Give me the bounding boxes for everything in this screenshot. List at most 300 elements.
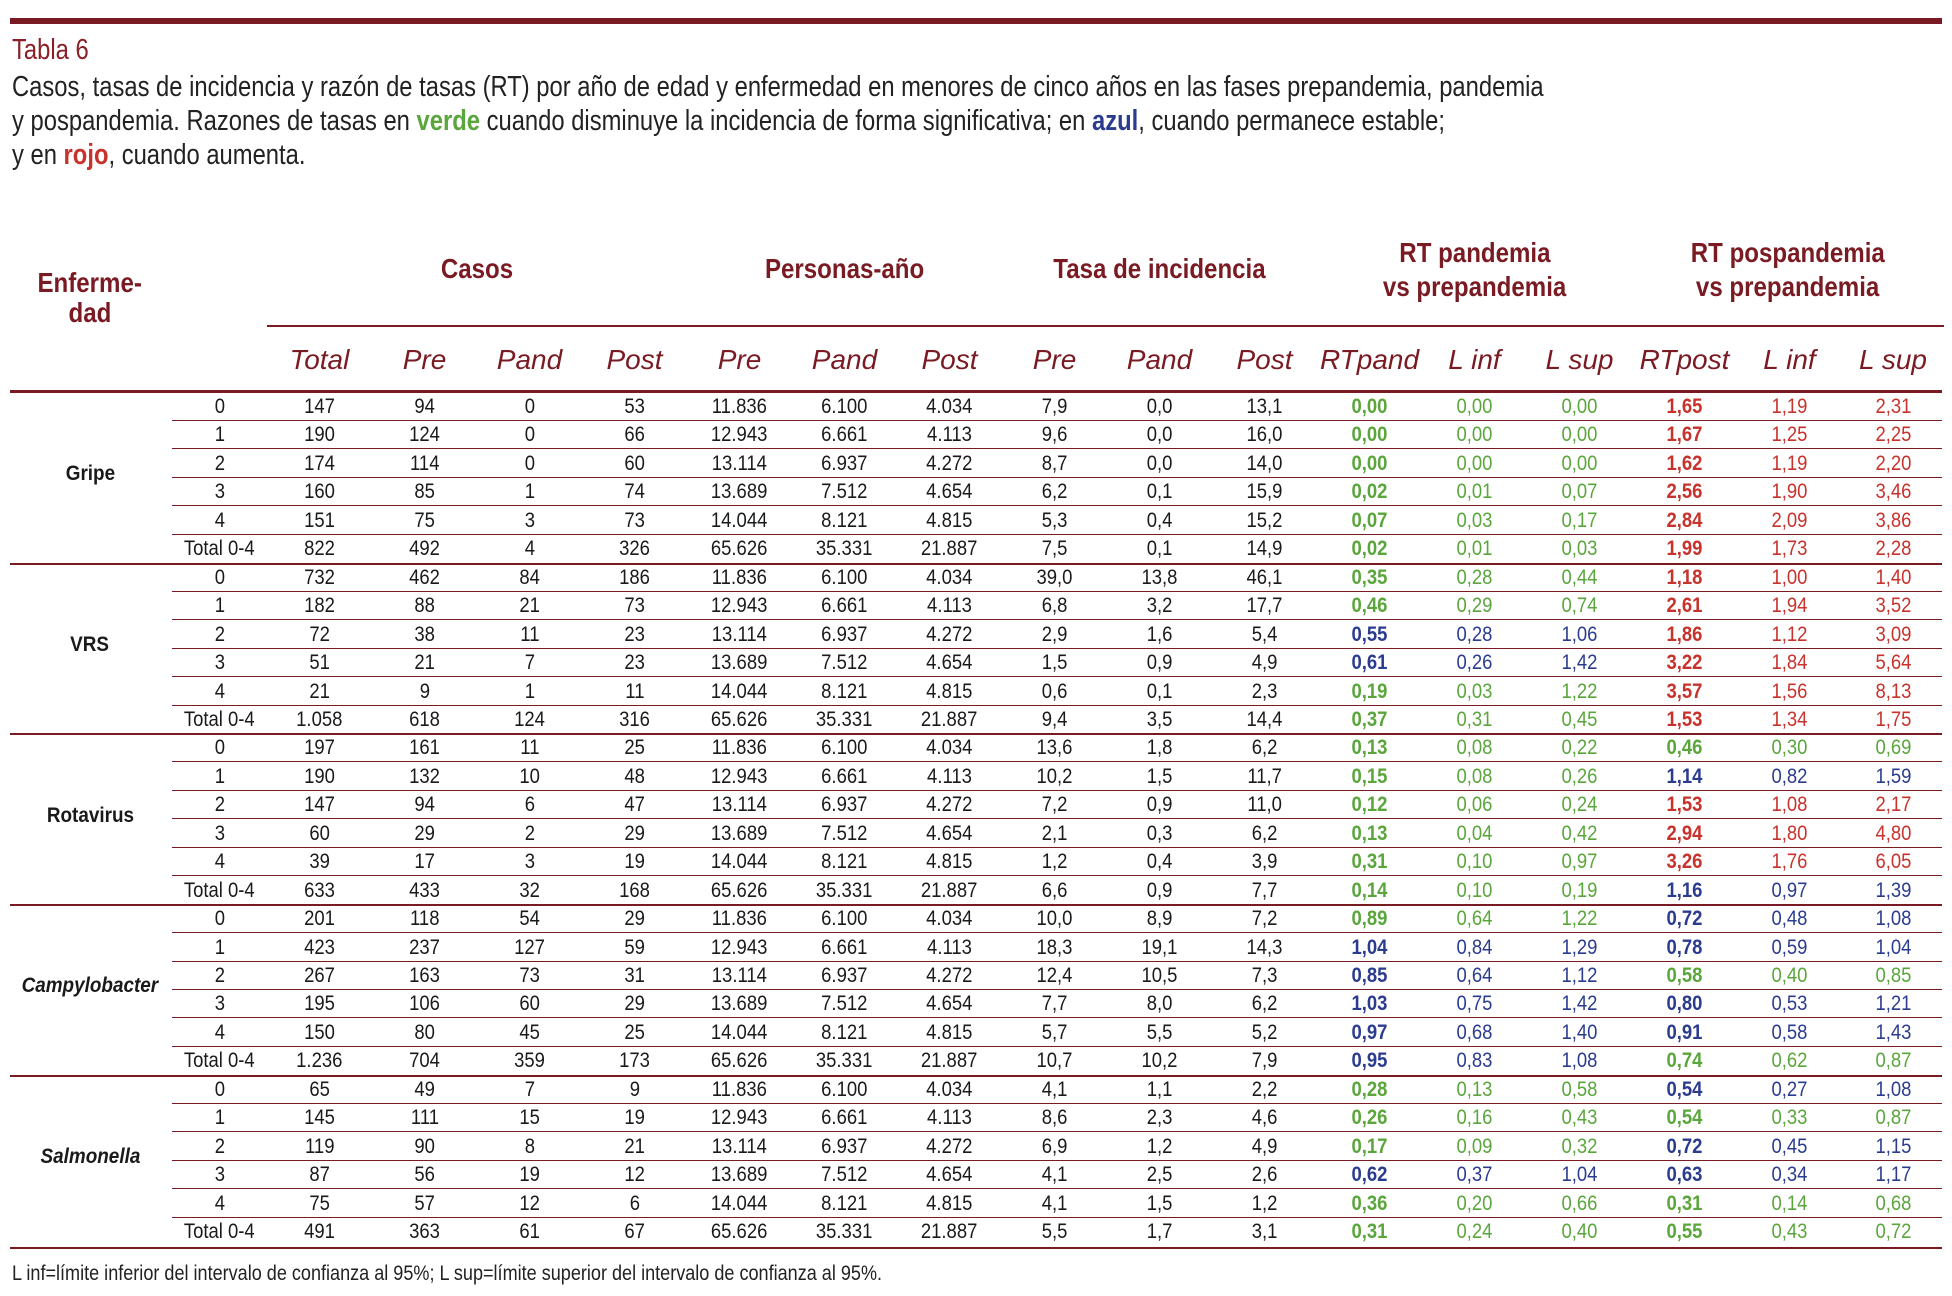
cell-tasa-pand: 1,2 (1146, 1134, 1173, 1158)
cell-tasa-post: 13,1 (1246, 395, 1283, 418)
cell-age: 3 (214, 480, 225, 504)
cell-rtpand: 1,04 (1351, 935, 1388, 959)
cell-rtpand: 0,89 (1351, 907, 1388, 931)
cell-tasa-pand: 1,5 (1146, 1191, 1173, 1215)
subheader-rtpost: RTpost (1639, 344, 1730, 375)
subheader-casos-post: Post (606, 344, 663, 375)
cell-rtpand-lsup: 0,00 (1561, 395, 1598, 418)
cell-tasa-pand: 0,1 (1146, 537, 1173, 561)
cell-tasa-post: 4,6 (1251, 1106, 1278, 1130)
cell-tasa-pand: 2,5 (1146, 1163, 1173, 1187)
cell-casos-post: 74 (624, 480, 645, 504)
cell-rtpand: 0,61 (1351, 651, 1388, 675)
table-row (0, 592, 1952, 620)
table-row (0, 734, 1952, 762)
cell-tasa-pand: 0,1 (1146, 480, 1173, 504)
cell-casos-pre: 124 (409, 423, 440, 447)
cell-rtpand-linf: 0,00 (1456, 423, 1493, 447)
cell-tasa-pre: 39,0 (1036, 565, 1073, 589)
cell-rtpost-lsup: 1,04 (1875, 935, 1911, 959)
cell-age: 3 (214, 651, 225, 675)
cell-tasa-pand: 0,9 (1146, 651, 1173, 675)
cell-casos-total: 151 (304, 508, 335, 532)
cell-pa-pand: 6.661 (821, 594, 868, 618)
cell-casos-total: 87 (309, 1163, 330, 1187)
table-row (0, 706, 1952, 734)
cell-pa-pand: 7.512 (821, 992, 868, 1016)
cell-rtpost-linf: 1,76 (1771, 850, 1808, 874)
cell-casos-pand: 21 (519, 594, 540, 618)
cell-casos-post: 47 (624, 793, 645, 817)
caption-blue-word: azul (1091, 105, 1139, 137)
cell-rtpand-lsup: 0,42 (1561, 821, 1598, 845)
cell-rtpost: 0,54 (1666, 1106, 1703, 1130)
cell-age: 1 (214, 594, 225, 618)
cell-pa-pre: 13.689 (711, 821, 768, 845)
subheader-rtpand-lsup: L sup (1545, 344, 1614, 375)
cell-casos-pand: 3 (524, 850, 535, 874)
cell-tasa-pand: 0,9 (1146, 878, 1173, 902)
cell-pa-pand: 6.100 (821, 395, 868, 418)
cell-rtpand-lsup: 0,24 (1561, 793, 1598, 817)
cell-rtpand-linf: 0,26 (1456, 651, 1493, 675)
cell-rtpost: 2,56 (1666, 480, 1703, 504)
cell-pa-post: 21.887 (921, 537, 978, 561)
cell-rtpand: 0,95 (1351, 1049, 1388, 1073)
cell-rtpand-lsup: 1,40 (1561, 1020, 1598, 1044)
cell-rtpost-lsup: 3,46 (1875, 480, 1911, 504)
cell-age: Total 0-4 (184, 1049, 255, 1073)
cell-rtpand-linf: 0,08 (1456, 736, 1493, 760)
cell-tasa-pre: 5,7 (1041, 1020, 1068, 1044)
cell-rtpost-lsup: 1,40 (1875, 565, 1911, 589)
cell-pa-pand: 6.661 (821, 423, 868, 447)
cell-age: 0 (214, 907, 225, 931)
cell-pa-pand: 35.331 (816, 707, 873, 731)
cell-casos-total: 72 (309, 622, 330, 646)
cell-casos-pre: 75 (414, 508, 435, 532)
cell-casos-total: 1.236 (296, 1049, 343, 1073)
cell-rtpost-linf: 1,19 (1771, 451, 1808, 475)
table-row (0, 1218, 1952, 1246)
disease-name: Salmonella (40, 1145, 140, 1169)
cell-pa-post: 4.113 (927, 423, 972, 447)
cell-casos-total: 160 (304, 480, 335, 504)
cell-tasa-pand: 8,9 (1146, 907, 1173, 931)
cell-rtpost: 0,63 (1666, 1163, 1703, 1187)
cell-rtpand-linf: 0,84 (1456, 935, 1493, 959)
cell-pa-pre: 13.689 (711, 992, 768, 1016)
cell-rtpost: 0,54 (1666, 1077, 1703, 1101)
cell-pa-post: 4.815 (926, 1020, 973, 1044)
cell-tasa-post: 6,2 (1251, 992, 1278, 1016)
cell-tasa-post: 4,9 (1251, 1134, 1278, 1158)
cell-casos-post: 173 (619, 1049, 650, 1073)
cell-tasa-pre: 7,5 (1041, 537, 1068, 561)
cell-casos-post: 21 (624, 1134, 645, 1158)
table-label: Tabla 6 (12, 34, 89, 66)
cell-pa-post: 4.113 (927, 1106, 972, 1130)
cell-rtpand: 0,31 (1351, 1220, 1388, 1244)
cell-tasa-pre: 1,5 (1041, 651, 1068, 675)
cell-tasa-pre: 6,8 (1041, 594, 1068, 618)
cell-rtpand-linf: 0,20 (1456, 1191, 1493, 1215)
cell-tasa-post: 3,9 (1251, 850, 1278, 874)
cell-casos-pre: 85 (414, 480, 435, 504)
cell-tasa-post: 15,2 (1246, 508, 1283, 532)
cell-casos-post: 11 (624, 679, 645, 703)
cell-rtpand-lsup: 0,58 (1561, 1077, 1598, 1101)
cell-casos-pre: 38 (414, 622, 435, 646)
cell-rtpand-linf: 0,01 (1456, 537, 1493, 561)
cell-age: 0 (214, 736, 225, 760)
subheader-rtpand-linf: L inf (1448, 344, 1501, 375)
cell-pa-post: 4.113 (927, 935, 972, 959)
cell-tasa-pre: 9,6 (1041, 423, 1068, 447)
cell-casos-pre: 161 (409, 736, 440, 760)
cell-pa-post: 4.272 (926, 622, 973, 646)
cell-rtpost: 0,78 (1666, 935, 1703, 959)
cell-casos-pand: 7 (524, 1077, 535, 1101)
cell-casos-pre: 114 (409, 451, 440, 475)
cell-pa-pand: 6.937 (821, 1134, 868, 1158)
cell-rtpand-linf: 0,37 (1456, 1163, 1493, 1187)
cell-rtpost-linf: 1,34 (1771, 707, 1808, 731)
cell-casos-post: 53 (624, 395, 645, 418)
cell-tasa-pre: 10,2 (1036, 764, 1073, 788)
cell-pa-post: 4.815 (926, 1191, 973, 1215)
cell-pa-pand: 35.331 (816, 537, 873, 561)
cell-casos-pre: 57 (414, 1191, 435, 1215)
cell-pa-pre: 13.114 (711, 1134, 768, 1158)
cell-casos-post: 6 (629, 1191, 640, 1215)
cell-rtpost-linf: 0,82 (1771, 764, 1808, 788)
cell-rtpost-lsup: 1,08 (1875, 907, 1911, 931)
cell-rtpost: 3,26 (1666, 850, 1703, 874)
cell-rtpand-lsup: 0,17 (1561, 508, 1598, 532)
table-row (0, 1190, 1952, 1218)
cell-rtpost-lsup: 3,52 (1875, 594, 1911, 618)
cell-tasa-pand: 0,0 (1146, 395, 1173, 418)
cell-tasa-post: 1,2 (1251, 1191, 1278, 1215)
cell-pa-pand: 35.331 (816, 878, 873, 902)
cell-pa-pand: 35.331 (816, 1049, 873, 1073)
cell-rtpand-lsup: 0,07 (1561, 480, 1598, 504)
caption-red-word: rojo (63, 139, 109, 171)
table-row (0, 393, 1952, 421)
cell-casos-pand: 11 (519, 622, 540, 646)
cell-pa-pand: 35.331 (816, 1220, 873, 1244)
cell-tasa-pre: 6,9 (1041, 1134, 1068, 1158)
table-row (0, 678, 1952, 706)
table-row (0, 1047, 1952, 1075)
cell-rtpost: 3,22 (1666, 651, 1703, 675)
cell-rtpost: 1,53 (1666, 707, 1703, 731)
subheader-rtpand: RTpand (1319, 344, 1420, 375)
cell-rtpand: 0,19 (1351, 679, 1388, 703)
cell-rtpost-lsup: 2,31 (1875, 395, 1911, 418)
table-row (0, 1161, 1952, 1189)
cell-tasa-pand: 1,5 (1146, 764, 1173, 788)
cell-pa-pand: 6.937 (821, 793, 868, 817)
header-personas (687, 253, 1002, 285)
cell-age: 4 (214, 508, 225, 532)
cell-tasa-pand: 0,0 (1146, 451, 1173, 475)
cell-rtpost-lsup: 5,64 (1875, 651, 1911, 675)
caption-line-1: Casos, tasas de incidencia y razón de tasas (RT) por año de edad y enfermedad en menores de cinco años en las fases prepandemia, pandemia (12, 71, 1544, 103)
cell-casos-total: 267 (304, 964, 335, 987)
cell-pa-pand: 8.121 (821, 850, 868, 874)
caption-line-2a: y pospandemia. Razones de tasas en (12, 105, 417, 137)
cell-age: 0 (214, 395, 225, 418)
table-row (0, 1133, 1952, 1161)
cell-tasa-pand: 19,1 (1141, 935, 1178, 959)
cell-rtpand-lsup: 0,03 (1561, 537, 1598, 561)
subheader-casos-pand: Pand (496, 344, 563, 375)
cell-casos-pand: 359 (514, 1049, 545, 1073)
cell-casos-pand: 7 (524, 651, 535, 675)
cell-rtpost: 0,58 (1666, 964, 1703, 987)
cell-rtpand-linf: 0,31 (1456, 707, 1493, 731)
cell-rtpost-linf: 1,90 (1771, 480, 1808, 504)
cell-rtpand: 0,13 (1351, 821, 1388, 845)
cell-rtpost-linf: 0,62 (1771, 1049, 1808, 1073)
table-row (0, 535, 1952, 563)
cell-rtpost: 1,65 (1666, 395, 1703, 418)
caption-line-2b: cuando disminuye la incidencia de forma significativa; en (479, 105, 1092, 137)
cell-rtpand: 1,03 (1351, 992, 1388, 1016)
cell-pa-post: 21.887 (921, 1049, 978, 1073)
cell-rtpost-linf: 1,00 (1771, 565, 1808, 589)
cell-casos-pre: 29 (414, 821, 435, 845)
cell-casos-pand: 1 (524, 679, 535, 703)
cell-tasa-pand: 3,2 (1146, 594, 1173, 618)
cell-rtpand: 0,00 (1351, 395, 1388, 418)
cell-pa-pre: 12.943 (711, 594, 768, 618)
cell-rtpand-linf: 0,64 (1456, 964, 1493, 987)
cell-pa-pre: 13.114 (711, 793, 768, 817)
cell-casos-total: 119 (304, 1134, 335, 1158)
cell-tasa-post: 46,1 (1246, 565, 1283, 589)
cell-rtpost-linf: 1,12 (1771, 622, 1808, 646)
cell-age: 2 (214, 964, 225, 987)
top-rule (10, 18, 1942, 24)
cell-casos-post: 31 (624, 964, 645, 987)
cell-rtpost-lsup: 2,25 (1875, 423, 1911, 447)
cell-casos-pre: 17 (414, 850, 435, 874)
cell-casos-total: 633 (304, 878, 335, 902)
cell-age: 2 (214, 793, 225, 817)
cell-casos-pand: 45 (519, 1020, 540, 1044)
cell-pa-pre: 11.836 (711, 907, 768, 931)
caption-green-word: verde (416, 105, 480, 137)
cell-rtpost: 1,18 (1666, 565, 1703, 589)
subheader-tasa-pre: Pre (1032, 344, 1077, 375)
cell-rtpost-linf: 0,97 (1771, 878, 1808, 902)
cell-tasa-pand: 5,5 (1146, 1020, 1173, 1044)
cell-casos-post: 23 (624, 622, 645, 646)
cell-casos-pand: 6 (524, 793, 535, 817)
cell-rtpand: 0,97 (1351, 1020, 1388, 1044)
cell-pa-pre: 14.044 (711, 850, 768, 874)
cell-rtpost-lsup: 3,86 (1875, 508, 1911, 532)
cell-rtpost-linf: 1,56 (1771, 679, 1808, 703)
cell-rtpost: 2,84 (1666, 508, 1703, 532)
cell-rtpost-lsup: 1,15 (1875, 1134, 1911, 1158)
cell-casos-total: 75 (309, 1191, 330, 1215)
cell-rtpost: 0,46 (1666, 736, 1703, 760)
cell-rtpand-linf: 0,13 (1456, 1077, 1493, 1101)
cell-casos-post: 19 (624, 850, 645, 874)
cell-casos-total: 147 (304, 793, 335, 817)
header-tasa (1002, 253, 1317, 285)
cell-tasa-post: 6,2 (1251, 821, 1278, 845)
cell-tasa-pand: 0,9 (1146, 793, 1173, 817)
cell-tasa-post: 2,2 (1251, 1077, 1278, 1101)
cell-pa-post: 4.654 (926, 992, 973, 1016)
cell-casos-pre: 237 (409, 935, 440, 959)
cell-rtpand: 0,00 (1351, 423, 1388, 447)
cell-pa-pre: 13.689 (711, 1163, 768, 1187)
cell-casos-total: 182 (304, 594, 335, 618)
table-row (0, 820, 1952, 848)
cell-pa-pre: 12.943 (711, 1106, 768, 1130)
cell-rtpand-linf: 0,75 (1456, 992, 1493, 1016)
cell-casos-pre: 363 (409, 1220, 440, 1244)
table-row (0, 934, 1952, 962)
cell-rtpost-linf: 1,73 (1771, 537, 1808, 561)
cell-rtpand-lsup: 0,40 (1561, 1220, 1598, 1244)
cell-rtpost: 1,86 (1666, 622, 1703, 646)
cell-rtpost-linf: 0,45 (1771, 1134, 1808, 1158)
cell-casos-pand: 32 (519, 878, 540, 902)
cell-casos-post: 29 (624, 821, 645, 845)
cell-rtpand-linf: 0,28 (1456, 565, 1493, 589)
cell-rtpand-lsup: 0,19 (1561, 878, 1598, 902)
cell-pa-pand: 7.512 (821, 480, 868, 504)
cell-casos-total: 491 (304, 1220, 335, 1244)
table-row (0, 507, 1952, 535)
cell-pa-post: 4.034 (926, 565, 973, 589)
cell-rtpand: 0,28 (1351, 1077, 1388, 1101)
cell-pa-pre: 13.114 (711, 622, 768, 646)
cell-rtpost-linf: 0,14 (1771, 1191, 1808, 1215)
cell-pa-pre: 11.836 (711, 395, 768, 418)
cell-rtpand-linf: 0,06 (1456, 793, 1493, 817)
cell-pa-post: 4.034 (926, 736, 973, 760)
subheader-tasa-post: Post (1236, 344, 1293, 375)
subheader-tasa-pand: Pand (1126, 344, 1193, 375)
cell-rtpand: 0,17 (1351, 1134, 1388, 1158)
table-caption (12, 70, 1544, 172)
cell-tasa-pre: 4,1 (1041, 1163, 1068, 1187)
cell-casos-post: 25 (624, 736, 645, 760)
cell-rtpost-lsup: 1,75 (1875, 707, 1911, 731)
cell-rtpost: 3,57 (1666, 679, 1703, 703)
cell-pa-pand: 7.512 (821, 651, 868, 675)
cell-pa-pre: 14.044 (711, 508, 768, 532)
cell-casos-post: 66 (624, 423, 645, 447)
cell-casos-pre: 163 (409, 964, 440, 987)
cell-pa-pre: 65.626 (711, 878, 768, 902)
cell-casos-pre: 56 (414, 1163, 435, 1187)
cell-age: 3 (214, 821, 225, 845)
cell-age: 1 (214, 423, 225, 447)
header-rt-pandemia (1317, 236, 1632, 304)
cell-rtpand: 0,62 (1351, 1163, 1388, 1187)
cell-casos-post: 29 (624, 992, 645, 1016)
header-tasa-text: Tasa de incidencia (1053, 253, 1266, 284)
disease-name: Rotavirus (46, 803, 134, 827)
cell-pa-pre: 14.044 (711, 1020, 768, 1044)
cell-casos-pre: 111 (410, 1106, 439, 1130)
cell-rtpand-linf: 0,64 (1456, 907, 1493, 931)
cell-pa-pre: 13.114 (711, 964, 768, 987)
cell-tasa-pand: 0,1 (1146, 679, 1173, 703)
cell-casos-pre: 492 (409, 537, 440, 561)
cell-casos-pand: 19 (519, 1163, 540, 1187)
cell-casos-total: 190 (304, 423, 335, 447)
cell-pa-post: 4.272 (926, 964, 973, 987)
cell-tasa-pand: 0,4 (1146, 508, 1173, 532)
cell-rtpost-linf: 0,40 (1771, 964, 1808, 987)
cell-tasa-pre: 1,2 (1041, 850, 1068, 874)
cell-pa-post: 21.887 (921, 878, 978, 902)
cell-rtpost-linf: 1,80 (1771, 821, 1808, 845)
cell-casos-total: 147 (304, 395, 335, 418)
cell-casos-post: 25 (624, 1020, 645, 1044)
cell-rtpand: 0,46 (1351, 594, 1388, 618)
cell-casos-pre: 80 (414, 1020, 435, 1044)
cell-pa-post: 4.654 (926, 821, 973, 845)
cell-tasa-pre: 10,7 (1036, 1049, 1073, 1073)
cell-rtpost: 0,80 (1666, 992, 1703, 1016)
cell-tasa-post: 5,4 (1251, 622, 1278, 646)
cell-rtpand-lsup: 0,97 (1561, 850, 1598, 874)
cell-tasa-pand: 8,0 (1146, 992, 1173, 1016)
cell-pa-pre: 65.626 (711, 537, 768, 561)
header-personas-text: Personas-año (764, 253, 925, 284)
subheader-rtpost-lsup: L sup (1859, 344, 1927, 375)
cell-rtpand: 0,15 (1351, 764, 1388, 788)
cell-rtpost-lsup: 6,05 (1875, 850, 1911, 874)
cell-pa-post: 4.815 (926, 850, 973, 874)
cell-pa-post: 4.113 (927, 764, 972, 788)
cell-tasa-pand: 3,5 (1146, 707, 1173, 731)
cell-casos-post: 168 (619, 878, 650, 902)
cell-casos-total: 174 (304, 451, 335, 475)
cell-rtpost-lsup: 2,20 (1875, 451, 1911, 475)
cell-rtpand: 0,37 (1351, 707, 1388, 731)
cell-rtpand: 0,26 (1351, 1106, 1388, 1130)
cell-casos-pand: 54 (519, 907, 540, 931)
cell-age: 1 (214, 764, 225, 788)
cell-tasa-pre: 5,3 (1041, 508, 1068, 532)
cell-tasa-post: 14,3 (1246, 935, 1283, 959)
cell-casos-pre: 132 (409, 764, 440, 788)
cell-age: 0 (214, 565, 225, 589)
cell-casos-total: 190 (304, 764, 335, 788)
header-subrule (267, 325, 1944, 327)
cell-rtpand: 0,02 (1351, 480, 1388, 504)
cell-pa-post: 4.815 (926, 508, 973, 532)
cell-rtpost-lsup: 0,68 (1875, 1191, 1911, 1215)
cell-tasa-post: 14,0 (1246, 451, 1283, 475)
cell-casos-total: 201 (304, 907, 335, 931)
disease-name: VRS (70, 633, 110, 657)
cell-rtpand-lsup: 0,32 (1561, 1134, 1598, 1158)
subheader-pa-pre: Pre (717, 344, 762, 375)
